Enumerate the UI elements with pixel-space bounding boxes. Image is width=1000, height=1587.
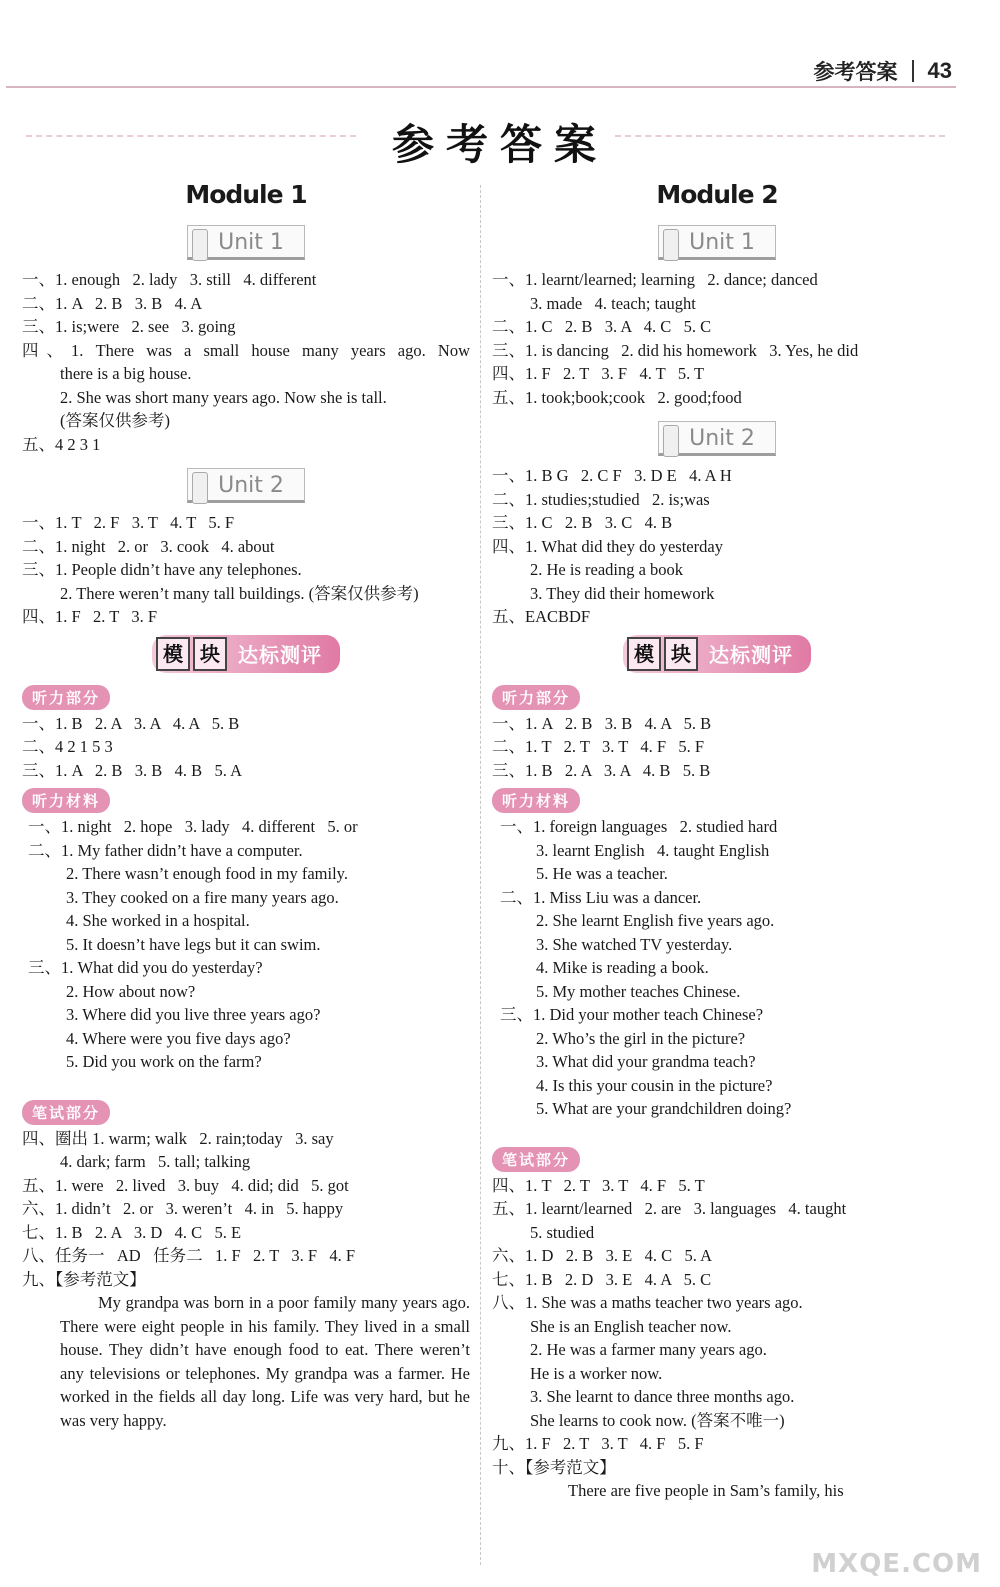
answer-line: 三、1. A 2. B 3. B 4. B 5. A <box>22 760 243 780</box>
written-tag: 笔试部分 <box>492 1147 580 1172</box>
answer-line: 3. made 4. teach; taught <box>530 293 696 313</box>
answer-line: 2. Who’s the girl in the picture? <box>536 1028 746 1048</box>
answer-line: 四、1. There was a small house many years ago. Now <box>22 340 470 360</box>
answer-line: 三、1. is dancing 2. did his homework 3. Yes, he did <box>492 340 859 360</box>
answer-line: (答案仅供参考) <box>60 411 170 430</box>
script-tag: 听力材料 <box>22 788 110 813</box>
answer-line: 五、1. were 2. lived 3. buy 4. did; did 5. got <box>22 1175 349 1195</box>
answer-line: 一、1. learnt/learned; learning 2. dance; danced <box>492 270 818 289</box>
answer-line: 二、1. C 2. B 3. A 4. C 5. C <box>492 317 712 336</box>
page-title: 参考答案 <box>391 120 608 169</box>
answer-line: 五、EACBDF <box>492 607 591 626</box>
answer-line: 5. Did you work on the farm? <box>66 1052 262 1071</box>
badge-text: 达标测评 <box>238 643 322 667</box>
answer-line: 四、1. F 2. T 3. F 4. T 5. T <box>492 364 705 383</box>
answer-line: He is a worker now. <box>530 1363 663 1383</box>
badge-char: 块 <box>664 637 698 671</box>
answer-line: 四、圈出 1. warm; walk 2. rain;today 3. say <box>22 1128 334 1148</box>
answer-line: 三、1. B 2. A 3. A 4. B 5. B <box>492 760 711 780</box>
answer-line: 二、1. T 2. T 3. T 4. F 5. F <box>492 737 705 756</box>
book-icon <box>192 229 208 261</box>
book-icon <box>192 472 208 504</box>
book-icon <box>663 229 679 261</box>
answer-line: 八、任务一 AD 任务二 1. F 2. T 3. F 4. F <box>22 1246 356 1265</box>
answer-line: 4. Where were you five days ago? <box>66 1028 291 1048</box>
answer-line: 3. learnt English 4. taught English <box>536 840 770 860</box>
answer-line: 三、1. What did you do yesterday? <box>28 958 263 977</box>
badge-text: 达标测评 <box>709 643 793 667</box>
header-section-title: 参考答案 <box>813 60 898 84</box>
script-tag: 听力材料 <box>492 788 580 813</box>
model-essay: My grandpa was born in a poor family many years ago. There were eight people in his family. They lived in a small house. They didn’t have enough food to eat. There weren’t any televisions or telephones. My grandpa was a farmer. He worked in the fields all day long. Life was very hard, but he was very happy. <box>60 1293 470 1430</box>
answer-line: 5. What are your grandchildren doing? <box>536 1099 792 1118</box>
unit-label: Unit 1 <box>689 230 755 255</box>
answer-line: 九、1. F 2. T 3. T 4. F 5. F <box>492 1434 704 1453</box>
module-test-heading <box>492 635 942 673</box>
answer-line: 五、1. took;book;cook 2. good;food <box>492 387 742 407</box>
answer-line: 3. They cooked on a fire many years ago. <box>66 887 339 907</box>
page-header <box>814 56 952 86</box>
unit-heading <box>22 225 470 260</box>
answer-line: 3. They did their homework <box>530 583 715 603</box>
answer-line: 四、1. F 2. T 3. F <box>22 607 158 626</box>
answer-line: 2. He was a farmer many years ago. <box>530 1340 767 1359</box>
unit-heading <box>492 421 942 456</box>
answer-line: 5. studied <box>530 1222 595 1242</box>
answer-line: there is a big house. <box>60 364 192 383</box>
answer-line: 七、1. B 2. D 3. E 4. A 5. C <box>492 1269 712 1289</box>
answer-line: 4. She worked in a hospital. <box>66 911 250 930</box>
header-divider <box>912 60 914 82</box>
answer-line: 四、1. What did they do yesterday <box>492 536 723 556</box>
unit-badge <box>187 468 305 503</box>
answer-line: 三、1. Did your mother teach Chinese? <box>500 1005 764 1024</box>
answer-line: 4. Is this your cousin in the picture? <box>536 1075 773 1095</box>
badge-char: 块 <box>193 637 227 671</box>
badge-char: 模 <box>627 637 661 671</box>
answer-line: 4. Mike is reading a book. <box>536 958 709 977</box>
listening-tag: 听力部分 <box>492 685 580 710</box>
answer-line: 二、1. Miss Liu was a dancer. <box>500 887 702 907</box>
answer-line: 三、1. is;were 2. see 3. going <box>22 317 236 336</box>
unit-heading <box>22 468 470 503</box>
answer-line: 五、1. learnt/learned 2. are 3. languages 4. taught <box>492 1199 847 1218</box>
column-divider <box>480 185 481 1565</box>
answer-line: 3. She learnt to dance three months ago. <box>530 1387 795 1406</box>
module-test-badge <box>152 635 340 673</box>
answer-line: 4. dark; farm 5. tall; talking <box>60 1152 251 1171</box>
answer-line: 二、4 2 1 5 3 <box>22 737 113 756</box>
answer-line: 2. She learnt English five years ago. <box>536 911 775 930</box>
answer-line: 3. Where did you live three years ago? <box>66 1005 321 1024</box>
listening-tag: 听力部分 <box>22 685 110 710</box>
answer-line: 一、1. B 2. A 3. A 4. A 5. B <box>22 713 240 733</box>
answer-line: 2. How about now? <box>66 981 196 1001</box>
answer-line: 二、1. My father didn’t have a computer. <box>28 840 303 860</box>
answer-line: 3. She watched TV yesterday. <box>536 934 733 954</box>
answer-line: 一、1. night 2. hope 3. lady 4. different 5. or <box>28 817 358 836</box>
written-tag: 笔试部分 <box>22 1100 110 1125</box>
module-test-badge <box>623 635 811 673</box>
unit-heading <box>492 225 942 260</box>
answer-line: 2. She was short many years ago. Now she is tall. <box>60 387 387 407</box>
right-column <box>492 180 942 1503</box>
answer-line: 四、1. T 2. T 3. T 4. F 5. T <box>492 1175 705 1195</box>
answer-line: 五、4 2 3 1 <box>22 434 101 454</box>
answer-line: 三、1. C 2. B 3. C 4. B <box>492 513 673 532</box>
module-title: Module 1 <box>185 180 307 209</box>
unit-label: Unit 2 <box>218 473 284 498</box>
answer-line: 一、1. A 2. B 3. B 4. A 5. B <box>492 713 712 733</box>
answer-line: 5. My mother teaches Chinese. <box>536 981 741 1001</box>
badge-char: 模 <box>156 637 190 671</box>
answer-line: 六、1. D 2. B 3. E 4. C 5. A <box>492 1246 713 1265</box>
answer-line: She learns to cook now. (答案不唯一) <box>530 1410 785 1430</box>
answer-line: 二、1. A 2. B 3. B 4. A <box>22 293 203 313</box>
header-rule <box>6 86 956 88</box>
watermark: MXQE.COM <box>811 1549 982 1579</box>
model-essay: There are five people in Sam’s family, his <box>568 1481 844 1500</box>
left-column <box>22 180 470 1432</box>
unit-label: Unit 2 <box>689 426 755 451</box>
answer-line: 一、1. foreign languages 2. studied hard <box>500 817 778 836</box>
answer-line: 三、1. People didn’t have any telephones. <box>22 560 302 579</box>
answer-line: 二、1. studies;studied 2. is;was <box>492 489 710 509</box>
answer-line: She is an English teacher now. <box>530 1316 732 1336</box>
answer-line: 2. There weren’t many tall buildings. (答案仅供参考) <box>60 583 419 603</box>
unit-badge <box>658 225 776 260</box>
answer-line: 六、1. didn’t 2. or 3. weren’t 4. in 5. happy <box>22 1199 344 1218</box>
unit-label: Unit 1 <box>218 230 284 255</box>
answer-line: 2. He is reading a book <box>530 560 684 579</box>
answer-line: 5. He was a teacher. <box>536 864 668 883</box>
answer-line: 一、1. B G 2. C F 3. D E 4. A H <box>492 466 732 485</box>
answer-line: 八、1. She was a maths teacher two years ago. <box>492 1293 803 1312</box>
answer-line: 2. There wasn’t enough food in my family. <box>66 864 348 883</box>
answer-line: 一、1. T 2. F 3. T 4. T 5. F <box>22 513 235 532</box>
module-test-heading <box>22 635 470 673</box>
answer-line: 5. It doesn’t have legs but it can swim. <box>66 934 321 954</box>
answer-line: 七、1. B 2. A 3. D 4. C 5. E <box>22 1222 242 1242</box>
module-title: Module 2 <box>656 180 778 209</box>
book-icon <box>663 425 679 457</box>
unit-badge <box>187 225 305 260</box>
unit-badge <box>658 421 776 456</box>
answer-line: 二、1. night 2. or 3. cook 4. about <box>22 536 275 556</box>
answer-line: 十、【参考范文】 <box>492 1457 616 1477</box>
page-number: 43 <box>927 58 952 83</box>
answer-line: 一、1. enough 2. lady 3. still 4. different <box>22 270 317 289</box>
answer-line: 3. What did your grandma teach? <box>536 1052 756 1071</box>
answer-line: 九、【参考范文】 <box>22 1269 146 1289</box>
